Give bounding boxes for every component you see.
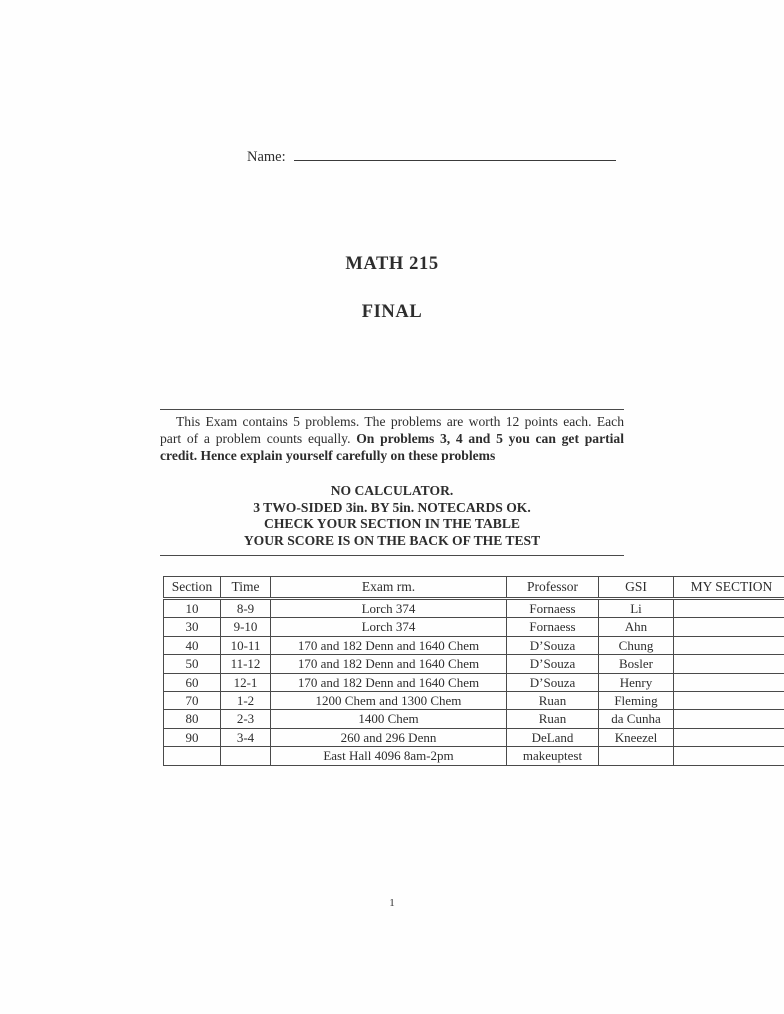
divider-top — [160, 409, 624, 410]
table-cell: 170 and 182 Denn and 1640 Chem — [271, 673, 507, 691]
table-cell: 50 — [164, 655, 221, 673]
table-row — [164, 636, 784, 654]
divider-bottom — [160, 555, 624, 556]
table-cell: Ruan — [507, 692, 599, 710]
table-cell: 10 — [164, 599, 221, 618]
table-cell: 40 — [164, 636, 221, 654]
table-cell — [164, 747, 221, 765]
instructions-normal-text: This Exam contains 5 problems. The problems are worth 12 points each. Each part of a problem counts equally. — [160, 414, 624, 446]
rule-no-calculator: NO CALCULATOR. — [330, 483, 454, 498]
table-cell: 11-12 — [221, 655, 271, 673]
column-header: MY SECTION — [674, 577, 784, 599]
table-cell: da Cunha — [599, 710, 674, 728]
exam-instructions-paragraph — [160, 413, 624, 464]
table-cell: 12-1 — [221, 673, 271, 691]
table-cell — [674, 747, 784, 765]
table-cell: 170 and 182 Denn and 1640 Chem — [271, 655, 507, 673]
instructions-bold-text: On problems 3, 4 and 5 you can get partial credit. Hence explain yourself carefully on these problems — [160, 431, 624, 463]
table-cell: Kneezel — [599, 728, 674, 746]
table-cell — [674, 673, 784, 691]
table-cell — [674, 636, 784, 654]
table-cell: 1-2 — [221, 692, 271, 710]
table-cell: 9-10 — [221, 618, 271, 636]
rule-score-location: YOUR SCORE IS ON THE BACK OF THE TEST — [243, 532, 541, 548]
column-header: Professor — [507, 577, 599, 599]
table-cell: 1400 Chem — [271, 710, 507, 728]
table-row — [164, 710, 784, 728]
table-cell: 30 — [164, 618, 221, 636]
section-table-body — [164, 599, 784, 766]
table-cell: 8-9 — [221, 599, 271, 618]
course-title: MATH 215 — [345, 254, 439, 274]
table-cell: 1200 Chem and 1300 Chem — [271, 692, 507, 710]
table-cell: Ahn — [599, 618, 674, 636]
table-cell: makeuptest — [507, 747, 599, 765]
page-number: 1 — [389, 897, 395, 909]
table-row — [164, 747, 784, 765]
table-cell: Lorch 374 — [271, 599, 507, 618]
name-label: Name: — [247, 149, 286, 165]
table-row — [164, 673, 784, 691]
table-cell — [221, 747, 271, 765]
table-cell — [674, 655, 784, 673]
table-cell: Henry — [599, 673, 674, 691]
column-header: Section — [164, 577, 221, 599]
rule-notecards: 3 TWO-SIDED 3in. BY 5in. NOTECARDS OK. — [253, 499, 531, 515]
section-table-wrap — [163, 576, 784, 766]
column-header: GSI — [599, 577, 674, 599]
table-cell: Li — [599, 599, 674, 618]
section-table-header-row — [164, 577, 784, 599]
name-row — [247, 146, 616, 166]
table-cell: 90 — [164, 728, 221, 746]
table-row — [164, 728, 784, 746]
rule-check-section: CHECK YOUR SECTION IN THE TABLE — [264, 516, 520, 532]
table-cell — [674, 692, 784, 710]
table-cell: Fleming — [599, 692, 674, 710]
exam-title: FINAL — [361, 302, 423, 322]
exam-rules — [160, 483, 624, 549]
table-cell: 70 — [164, 692, 221, 710]
table-cell: Chung — [599, 636, 674, 654]
table-cell: 10-11 — [221, 636, 271, 654]
table-cell — [674, 710, 784, 728]
section-table — [163, 576, 784, 766]
table-cell — [599, 747, 674, 765]
table-cell: Fornaess — [507, 599, 599, 618]
table-cell: Fornaess — [507, 618, 599, 636]
column-header: Exam rm. — [271, 577, 507, 599]
table-cell: DeLand — [507, 728, 599, 746]
table-cell: 3-4 — [221, 728, 271, 746]
column-header: Time — [221, 577, 271, 599]
table-cell: 80 — [164, 710, 221, 728]
table-cell — [674, 728, 784, 746]
table-row — [164, 618, 784, 636]
table-cell: 2-3 — [221, 710, 271, 728]
table-cell: Ruan — [507, 710, 599, 728]
table-cell: Bosler — [599, 655, 674, 673]
table-cell: D’Souza — [507, 636, 599, 654]
table-cell: 60 — [164, 673, 221, 691]
table-cell: D’Souza — [507, 673, 599, 691]
table-cell: D’Souza — [507, 655, 599, 673]
table-cell: Lorch 374 — [271, 618, 507, 636]
table-row — [164, 655, 784, 673]
table-row — [164, 599, 784, 618]
table-cell: 170 and 182 Denn and 1640 Chem — [271, 636, 507, 654]
name-blank-line — [294, 146, 616, 161]
table-cell — [674, 599, 784, 618]
table-cell — [674, 618, 784, 636]
table-cell: 260 and 296 Denn — [271, 728, 507, 746]
table-row — [164, 692, 784, 710]
table-cell: East Hall 4096 8am-2pm — [271, 747, 507, 765]
